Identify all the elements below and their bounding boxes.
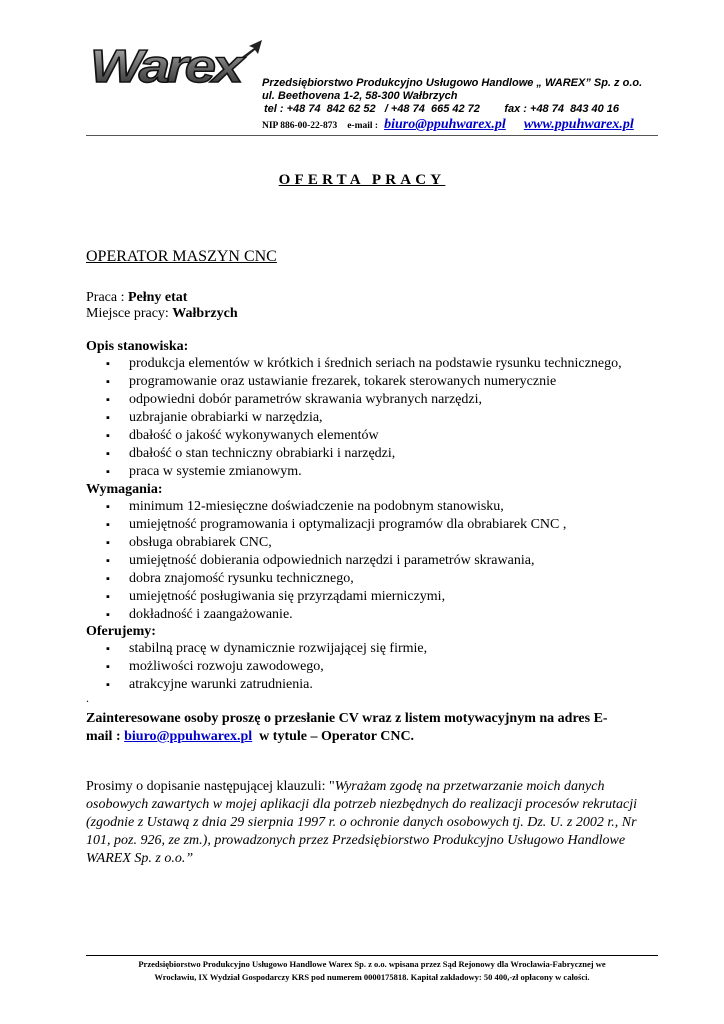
work-type-label: Praca :: [86, 290, 128, 305]
stray-dot: .: [86, 691, 89, 705]
company-phones: tel : +48 74 842 62 52 / +48 74 665 42 72 fax : +48 74 843 40 16: [264, 103, 620, 115]
apply-line-2: [86, 728, 414, 746]
offer-heading: Oferujemy:: [86, 624, 156, 639]
company-address: ul. Beethovena 1-2, 58-300 Wałbrzych: [262, 90, 458, 102]
list-item: ▪ umiejętność dobierania odpowiednich narzędzi i parametrów skrawania,: [86, 552, 566, 570]
header-website-link[interactable]: www.ppuhwarex.pl: [523, 117, 634, 132]
page-title: OFERTA PRACY: [278, 172, 446, 188]
email-label: e-mail :: [347, 121, 379, 131]
list-item: ▪ dobra znajomość rysunku technicznego,: [86, 570, 566, 588]
apply-email-link[interactable]: biuro@ppuhwarex.pl: [124, 729, 253, 744]
work-place-line: [86, 305, 238, 323]
apply-subject: w tytule – Operator CNC.: [252, 729, 415, 744]
nip-number: NIP 886-00-22-873: [262, 121, 338, 131]
company-contact-line: [262, 115, 634, 133]
consent-clause: [86, 778, 660, 868]
footer-line-2: Wrocławiu, IX Wydział Gospodarczy KRS pod numerem 0000175818. Kapitał zakładowy: 50 400,-zł opłacony w całości.: [154, 972, 590, 982]
list-item: ▪ programowanie oraz ustawianie frezarek, tokarek sterowanych numerycznie: [86, 373, 622, 391]
requirements-heading: Wymagania:: [86, 482, 163, 497]
list-item: ▪ atrakcyjne warunki zatrudnienia.: [86, 676, 427, 694]
list-item: ▪ praca w systemie zmianowym.: [86, 463, 622, 481]
list-item: ▪ odpowiedni dobór parametrów skrawania wybranych narzędzi,: [86, 391, 622, 409]
description-heading: Opis stanowiska:: [86, 339, 189, 354]
list-item: ▪ dokładność i zaangażowanie.: [86, 606, 566, 624]
header-divider: [86, 135, 658, 136]
work-place-label: Miejsce pracy:: [86, 306, 173, 321]
list-item: ▪ możliwości rozwoju zawodowego,: [86, 658, 427, 676]
list-item: ▪ stabilną pracę w dynamicznie rozwijającej się firmie,: [86, 640, 427, 658]
job-title: OPERATOR MASZYN CNC: [86, 248, 277, 265]
offer-list: [86, 640, 427, 694]
svg-text:Warex: Warex: [90, 40, 247, 92]
company-name: Przedsiębiorstwo Produkcyjno Usługowo Handlowe „ WAREX” Sp. z o.o.: [262, 77, 643, 89]
list-item: ▪ minimum 12-miesięczne doświadczenie na podobnym stanowisku,: [86, 498, 566, 516]
description-list: [86, 355, 622, 481]
list-item: ▪ dbałość o stan techniczny obrabiarki i narzędzi,: [86, 445, 622, 463]
list-item: ▪ umiejętność programowania i optymalizacji programów dla obrabiarek CNC ,: [86, 516, 566, 534]
clause-text: Wyrażam zgodę na przetwarzanie moich danych osobowych zawartych w mojej aplikacji dla potrzeb niezbędnych do realizacji procesów rekrutacji (zgodnie z Ustawą z dnia 29 sierpnia 1997 r. o ochronie danych osobowych tj. Dz. U. z 2002 r., Nr 101, poz. 926, ze zm.), prowadzonych przez Przedsiębiorstwo Produkcyjno Usługowo Handlowe WAREX Sp. z o.o.”: [86, 779, 637, 866]
footer-divider: [86, 955, 658, 956]
requirements-list: [86, 498, 566, 624]
list-item: ▪ uzbrajanie obrabiarki w narzędzia,: [86, 409, 622, 427]
work-type-value: Pełny etat: [127, 290, 188, 305]
apply-mail-label: mail :: [86, 729, 125, 744]
work-place-value: Wałbrzych: [172, 306, 238, 321]
footer: [86, 958, 658, 984]
warex-logo: [86, 36, 264, 94]
apply-line-1: Zainteresowane osoby proszę o przesłanie CV wraz z listem motywacyjnym na adres E-: [86, 711, 608, 726]
footer-line-1: Przedsiębiorstwo Produkcyjno Usługowo Handlowe Warex Sp. z o.o. wpisana przez Sąd Rejonowy dla Wrocławia-Fabrycznej we: [138, 959, 606, 969]
list-item: ▪ produkcja elementów w krótkich i średnich seriach na podstawie rysunku technicznego,: [86, 355, 622, 373]
header-email-link[interactable]: biuro@ppuhwarex.pl: [384, 117, 506, 132]
list-item: ▪ obsługa obrabiarek CNC,: [86, 534, 566, 552]
clause-intro: Prosimy o dopisanie następującej klauzuli: ": [86, 779, 335, 794]
list-item: ▪ umiejętność posługiwania się przyrządami mierniczymi,: [86, 588, 566, 606]
list-item: ▪ dbałość o jakość wykonywanych elementów: [86, 427, 622, 445]
